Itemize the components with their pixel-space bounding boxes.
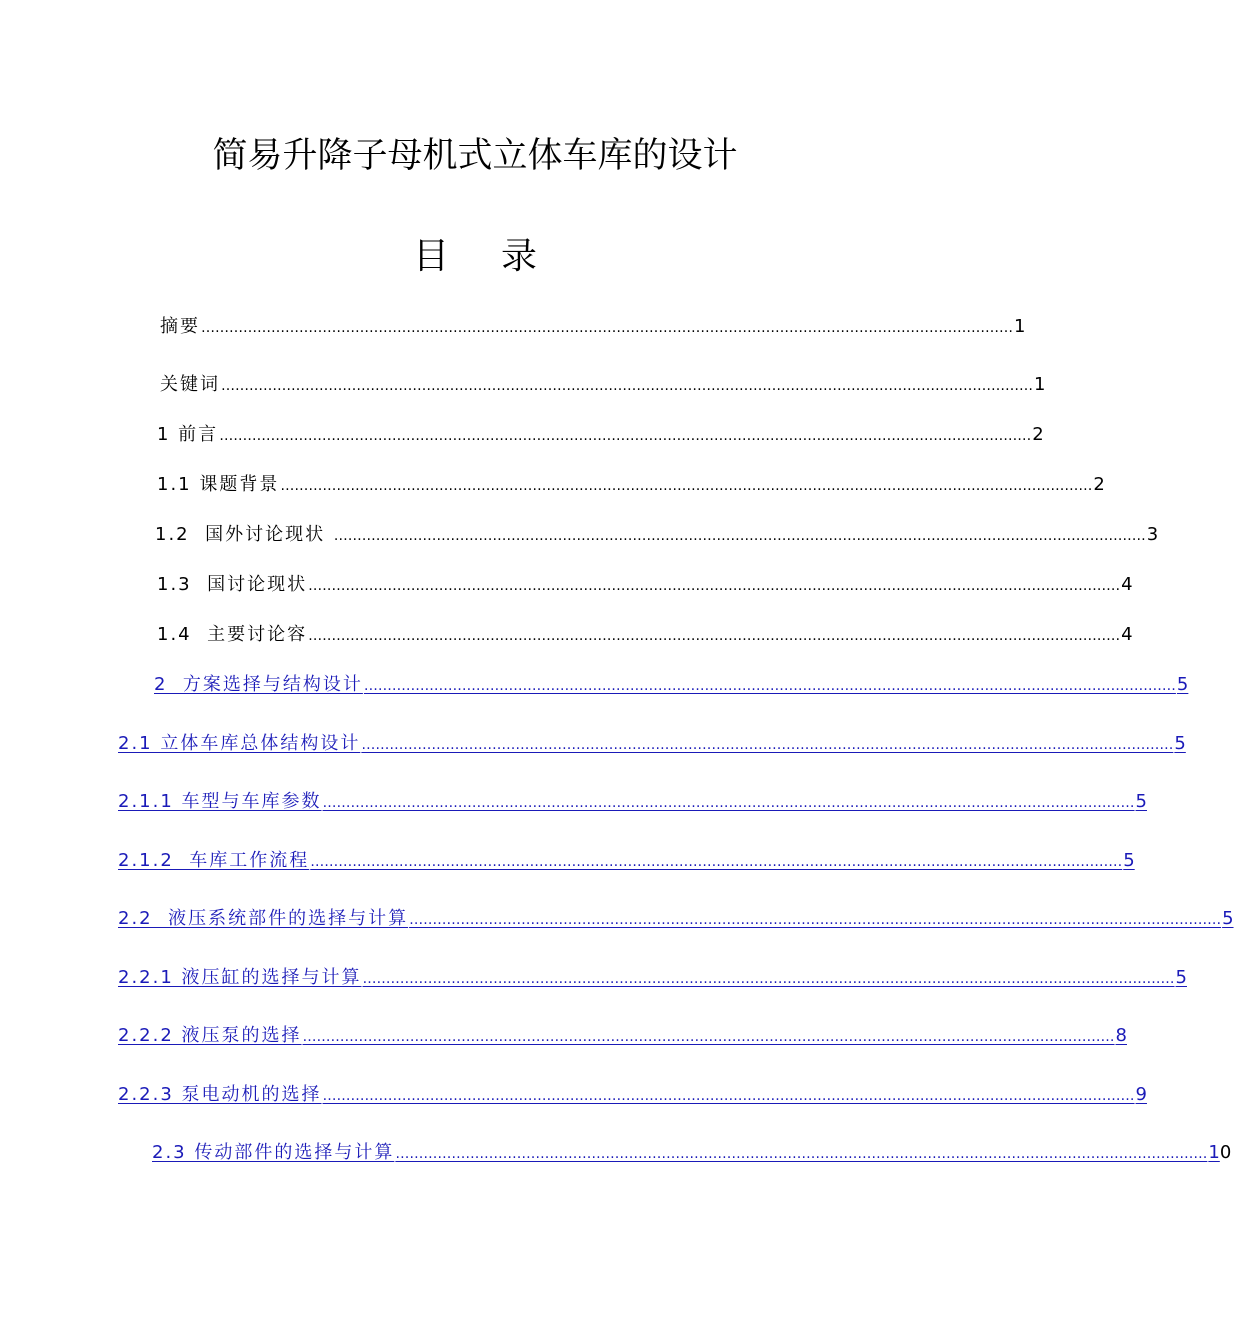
toc-entry-page: 1 xyxy=(1014,316,1026,337)
toc-entry-label: 2.2 液压系统部件的选择与计算 xyxy=(118,908,409,929)
toc-link-2-2-1[interactable] xyxy=(118,963,1187,989)
toc-entry-label: 关键词 xyxy=(160,374,220,395)
leader-dots: ………………………………………………………………………………………………………………………………………………………… xyxy=(395,1146,1208,1162)
toc-link-2-2-3[interactable] xyxy=(118,1080,1147,1106)
toc-entry-label: 1.3 国讨论现状 xyxy=(157,574,308,595)
leader-dots: ………………………………………………………………………………………………………………………………………………………… xyxy=(280,478,1093,494)
toc-link-2-3[interactable] xyxy=(152,1138,1232,1164)
toc-entry-1-4[interactable] xyxy=(157,620,1133,646)
toc-entry-label: 2.2.3 泵电动机的选择 xyxy=(118,1084,322,1105)
leader-dots: ………………………………………………………………………………………………………………………………………………………… xyxy=(221,378,1033,394)
toc-entry-page: 5 xyxy=(1135,791,1147,812)
toc-entry-1[interactable] xyxy=(157,420,1044,446)
toc-link-2-1[interactable] xyxy=(118,729,1186,755)
leader-dots: ………………………………………………………………………………………………………………………………………………………… xyxy=(322,1088,1135,1104)
toc-entry-page: 10 xyxy=(1208,1142,1232,1163)
toc-entry-label: 2.1 立体车库总体结构设计 xyxy=(118,733,361,754)
toc-entry-1-3[interactable] xyxy=(157,570,1133,596)
toc-link-2-1-2[interactable] xyxy=(118,846,1135,872)
toc-entry-label: 2.2.2 液压泵的选择 xyxy=(118,1025,302,1046)
toc-entry-page: 4 xyxy=(1121,574,1133,595)
toc-link-2[interactable] xyxy=(118,670,1189,696)
leader-dots: ………………………………………………………………………………………………………………………………………………………… xyxy=(302,1029,1115,1045)
toc-entry-1-2[interactable] xyxy=(155,520,1159,546)
leader-dots: ………………………………………………………………………………………………………………………………………………………… xyxy=(308,578,1121,594)
toc-entry-page: 2 xyxy=(1093,474,1105,495)
toc-entry-label: 1.1 课题背景 xyxy=(157,474,280,495)
toc-entry-page: 8 xyxy=(1115,1025,1127,1046)
toc-entry-label: 2.2.1 液压缸的选择与计算 xyxy=(118,967,362,988)
document-title: 简易升降子母机式立体车库的设计 xyxy=(212,136,738,176)
leader-dots: ………………………………………………………………………………………………………………………………………………………… xyxy=(363,678,1176,694)
toc-entry-keywords[interactable] xyxy=(160,370,1046,396)
toc-heading-char-1: 目 xyxy=(412,236,449,277)
leader-dots: ………………………………………………………………………………………………………………………………………………………… xyxy=(310,854,1123,870)
toc-entry-label: 1 前言 xyxy=(157,424,219,445)
leader-dots: ………………………………………………………………………………………………………………………………………………………… xyxy=(219,428,1032,444)
leader-dots: ………………………………………………………………………………………………………………………………………………………… xyxy=(362,971,1175,987)
toc-entry-label: 1.2 国外讨论现状 xyxy=(155,524,333,545)
toc-entry-label: 2.1.2 车库工作流程 xyxy=(118,850,310,871)
toc-link-2-2-2[interactable] xyxy=(118,1021,1127,1047)
toc-entry-page: 5 xyxy=(1176,674,1189,695)
leader-dots: ………………………………………………………………………………………………………………………………………………………… xyxy=(308,628,1121,644)
toc-entry-label: 2 方案选择与结构设计 xyxy=(154,674,363,695)
toc-entry-page: 4 xyxy=(1121,624,1133,645)
toc-entry-label: 2.3 传动部件的选择与计算 xyxy=(152,1142,395,1163)
leader-dots: ………………………………………………………………………………………………………………………………………………………… xyxy=(201,320,1013,336)
toc-entry-page: 3 xyxy=(1146,524,1159,545)
leader-dots: ………………………………………………………………………………………………………………………………………………………… xyxy=(361,737,1174,753)
toc-entry-page: 1 xyxy=(1034,374,1046,395)
leader-dots: ………………………………………………………………………………………………………………………………………………………… xyxy=(322,795,1135,811)
toc-entry-page: 9 xyxy=(1135,1084,1147,1105)
toc-heading-char-2: 录 xyxy=(501,236,538,277)
toc-entry-label: 摘要 xyxy=(160,316,200,337)
toc-entry-page: 5 xyxy=(1123,850,1135,871)
toc-entry-label: 1.4 主要讨论容 xyxy=(157,624,308,645)
toc-link-2-1-1[interactable] xyxy=(118,787,1147,813)
toc-heading xyxy=(0,228,950,279)
leader-dots: ………………………………………………………………………………………………………………………………………………………… xyxy=(333,528,1146,544)
toc-entry-page: 2 xyxy=(1032,424,1044,445)
toc-entry-page: 5 xyxy=(1174,733,1186,754)
toc-entry-page: 5 xyxy=(1175,967,1187,988)
toc-entry-1-1[interactable] xyxy=(157,470,1105,496)
toc-entry-page: 5 xyxy=(1222,908,1234,929)
leader-dots: ………………………………………………………………………………………………………………………………………………………… xyxy=(409,912,1222,928)
toc-entry-label: 2.1.1 车型与车库参数 xyxy=(118,791,322,812)
toc-entry-abstract[interactable] xyxy=(160,312,1026,338)
toc-link-2-2[interactable] xyxy=(118,904,1234,930)
